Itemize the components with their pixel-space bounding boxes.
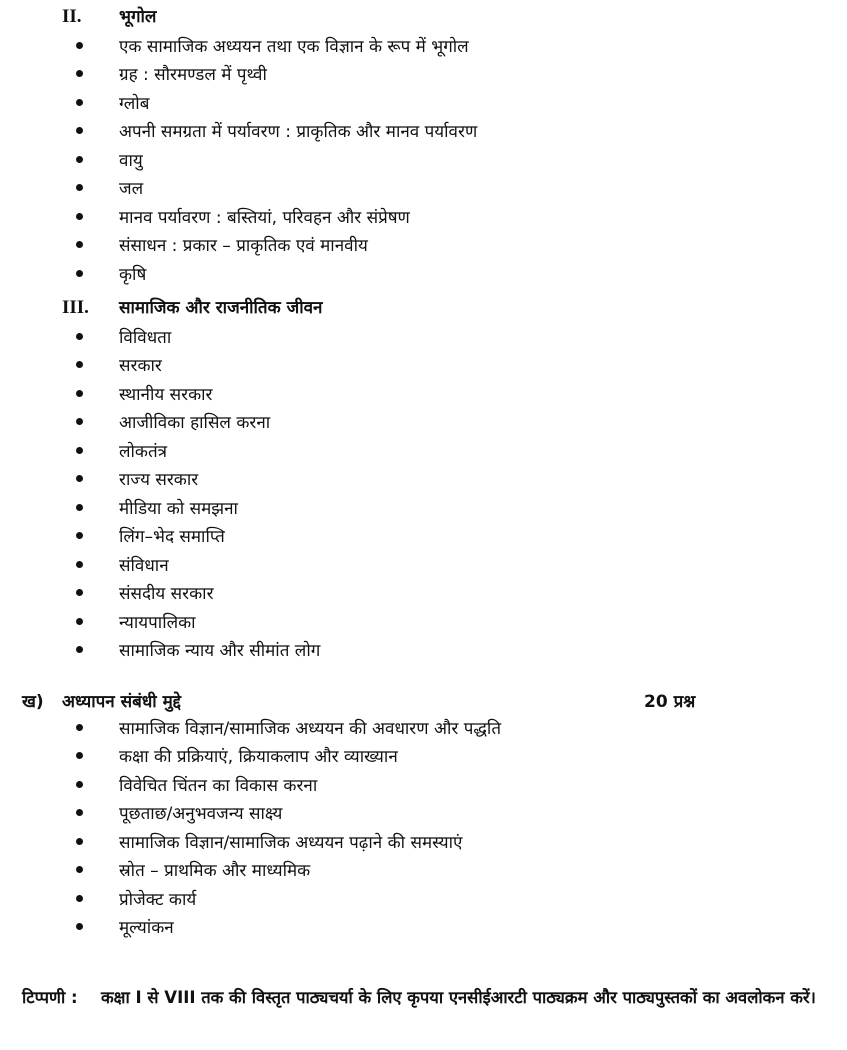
section-numeral: III.: [62, 297, 89, 318]
section-label: ख): [22, 692, 44, 712]
bullet-icon: [76, 127, 83, 134]
bullet-icon: [76, 561, 83, 568]
bullet-icon: [76, 270, 83, 277]
bullet-icon: [76, 156, 83, 163]
question-count: 20 प्रश्न: [644, 692, 696, 712]
bullet-icon: [76, 184, 83, 191]
bullet-icon: [76, 809, 83, 816]
bullet-icon: [76, 361, 83, 368]
bullet-icon: [76, 504, 83, 511]
section-numeral: II.: [62, 6, 82, 27]
note-text: कक्षा I से VIII तक की विस्तृत पाठ्यचर्या के लिए कृपया एनसीईआरटी पाठ्यक्रम और पाठ्यपुस्तकों का अवलोकन करें।: [101, 988, 816, 1007]
section-title: अध्यापन संबंधी मुद्दे: [62, 692, 182, 712]
syllabus-page: II. भूगोल एक सामाजिक अध्ययन तथा एक विज्ञान के रूप में भूगोल ग्रह : सौरमण्डल में पृथ्वी ग्लोब अपनी समग्रता में पर्यावरण : प्राकृतिक और मानव पर्यावरण वायु जल मानव पर्यावरण : बस्तियां, परिवहन और संप्रेषण संसाधन : प्रकार – प्राकृतिक एवं मानवीय कृषि III. सामाजिक और राजनीतिक जीवन विविधता सरकार स्थानीय सरकार आजीविका हासिल करना लोकतंत्र राज्य सरकार मीडिया को समझना लिंग–भेद समाप्ति संविधान संसदीय सरकार न्यायपालिका सामाजिक न्याय और सीमांत लोग ख) अध्यापन संबंधी मुद्दे 20 प्रश्न सामाजिक विज्ञान/सामाजिक अध्ययन की अवधारण और पद्धति कक्षा की प्रक्रियाएं, क्रियाकलाप और व्याख्यान विवेचित चिंतन का विकास करना पूछताछ/अनुभवजन्य साक्ष्य सामाजिक विज्ञान/सामाजिक अध्ययन पढ़ाने की समस्याएं स्रोत – प्राथमिक और माध्यमिक प्रोजेक्ट कार्य मूल्यांकन टिप्पणी : कक्षा I से VIII तक की विस्तृत पाठ्यचर्या के लिए कृपया एनसीईआरटी पाठ्यक्रम और पाठ्यपुस्तकों का अवलोकन करें।: [0, 0, 847, 1050]
bullet-icon: [76, 213, 83, 220]
bullet-icon: [76, 724, 83, 731]
section-title: भूगोल: [119, 7, 157, 27]
bullet-icon: [76, 241, 83, 248]
bullet-icon: [76, 866, 83, 873]
bullet-icon: [76, 752, 83, 759]
bullet-icon: [76, 895, 83, 902]
section-pedagogy-heading: [22, 689, 722, 713]
bullet-icon: [76, 838, 83, 845]
section-geography-heading: [62, 6, 156, 28]
bullet-icon: [76, 447, 83, 454]
bullet-icon: [76, 781, 83, 788]
note-label: टिप्पणी :: [22, 988, 78, 1007]
bullet-icon: [76, 923, 83, 930]
bullet-icon: [76, 99, 83, 106]
bullet-icon: [76, 390, 83, 397]
bullet-icon: [76, 618, 83, 625]
section-title: सामाजिक और राजनीतिक जीवन: [119, 298, 323, 318]
bullet-icon: [76, 333, 83, 340]
section-social-political-heading: [62, 297, 323, 319]
bullet-icon: [76, 42, 83, 49]
bullet-icon: [76, 646, 83, 653]
bullet-icon: [76, 70, 83, 77]
bullet-icon: [76, 589, 83, 596]
bullet-icon: [76, 475, 83, 482]
bullet-icon: [76, 532, 83, 539]
bullet-icon: [76, 418, 83, 425]
